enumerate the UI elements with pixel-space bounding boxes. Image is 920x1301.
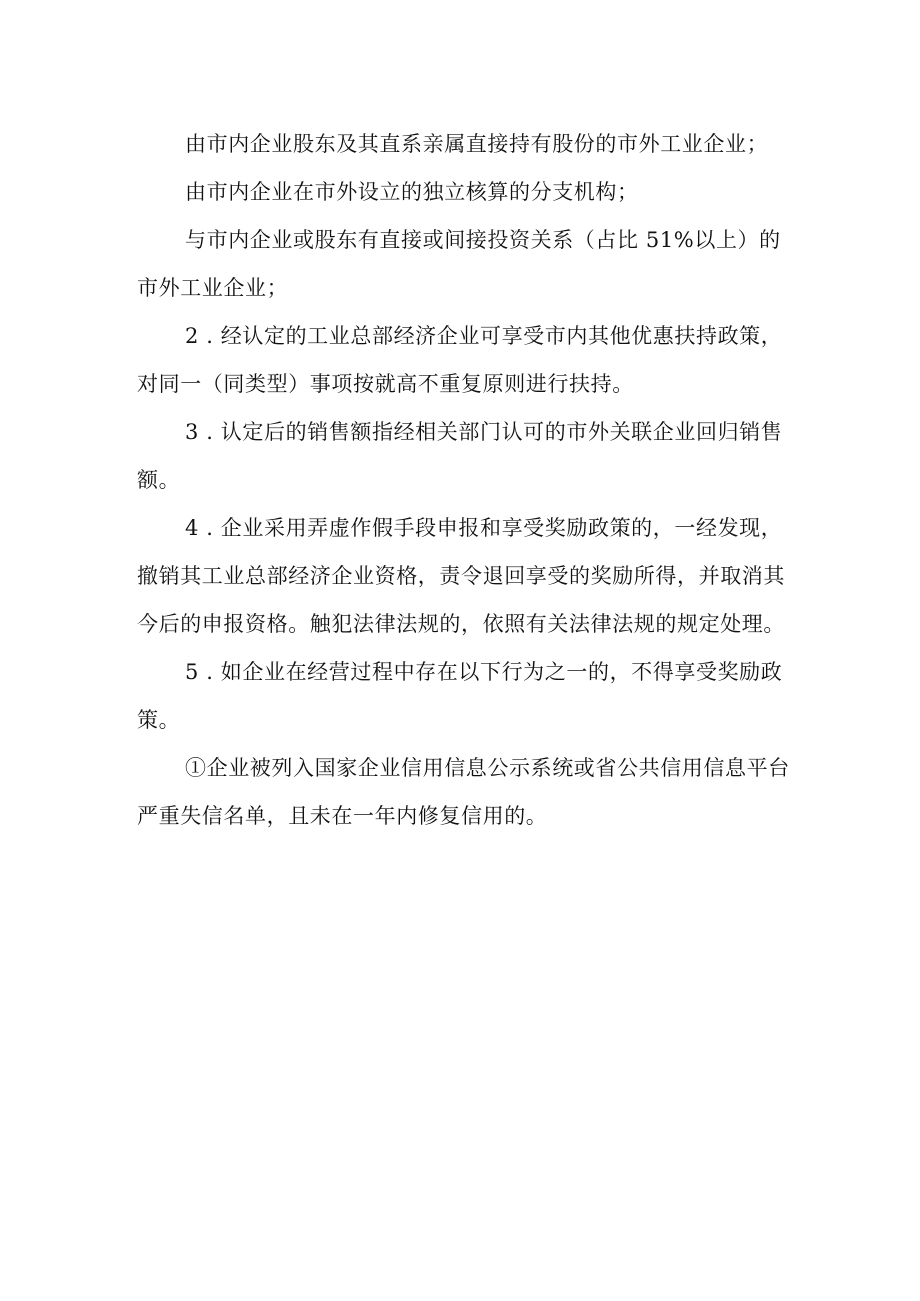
paragraph-subitem-1: ①企业被列入国家企业信用信息公示系统或省公共信用信息平台严重失信名单，且未在一年内修复信用的。 — [137, 756, 790, 828]
paragraph-item-3: 3 . 认定后的销售额指经相关部门认可的市外关联企业回归销售额。 — [137, 420, 783, 492]
paragraph-item-2: 2 . 经认定的工业总部经济企业可享受市内其他优惠扶持政策，对同一（同类型）事项按就高不重复原则进行扶持。 — [137, 324, 783, 396]
document-body — [137, 120, 797, 840]
paragraph-shareholder-relatives: 由市内企业股东及其直系亲属直接持有股份的市外工业企业； — [185, 132, 769, 156]
paragraph-investment-relation: 与市内企业或股东有直接或间接投资关系（占比 51%以上）的市外工业企业； — [137, 228, 781, 300]
paragraph-item-5: 5 . 如企业在经营过程中存在以下行为之一的，不得享受奖励政策。 — [137, 660, 783, 732]
paragraph-branch-office: 由市内企业在市外设立的独立核算的分支机构； — [185, 180, 639, 204]
paragraph-item-4: 4 . 企业采用弄虚作假手段申报和享受奖励政策的，一经发现，撤销其工业总部经济企业资格，责令退回享受的奖励所得，并取消其今后的申报资格。触犯法律法规的，依照有关法律法规的规定处理。 — [137, 516, 785, 636]
